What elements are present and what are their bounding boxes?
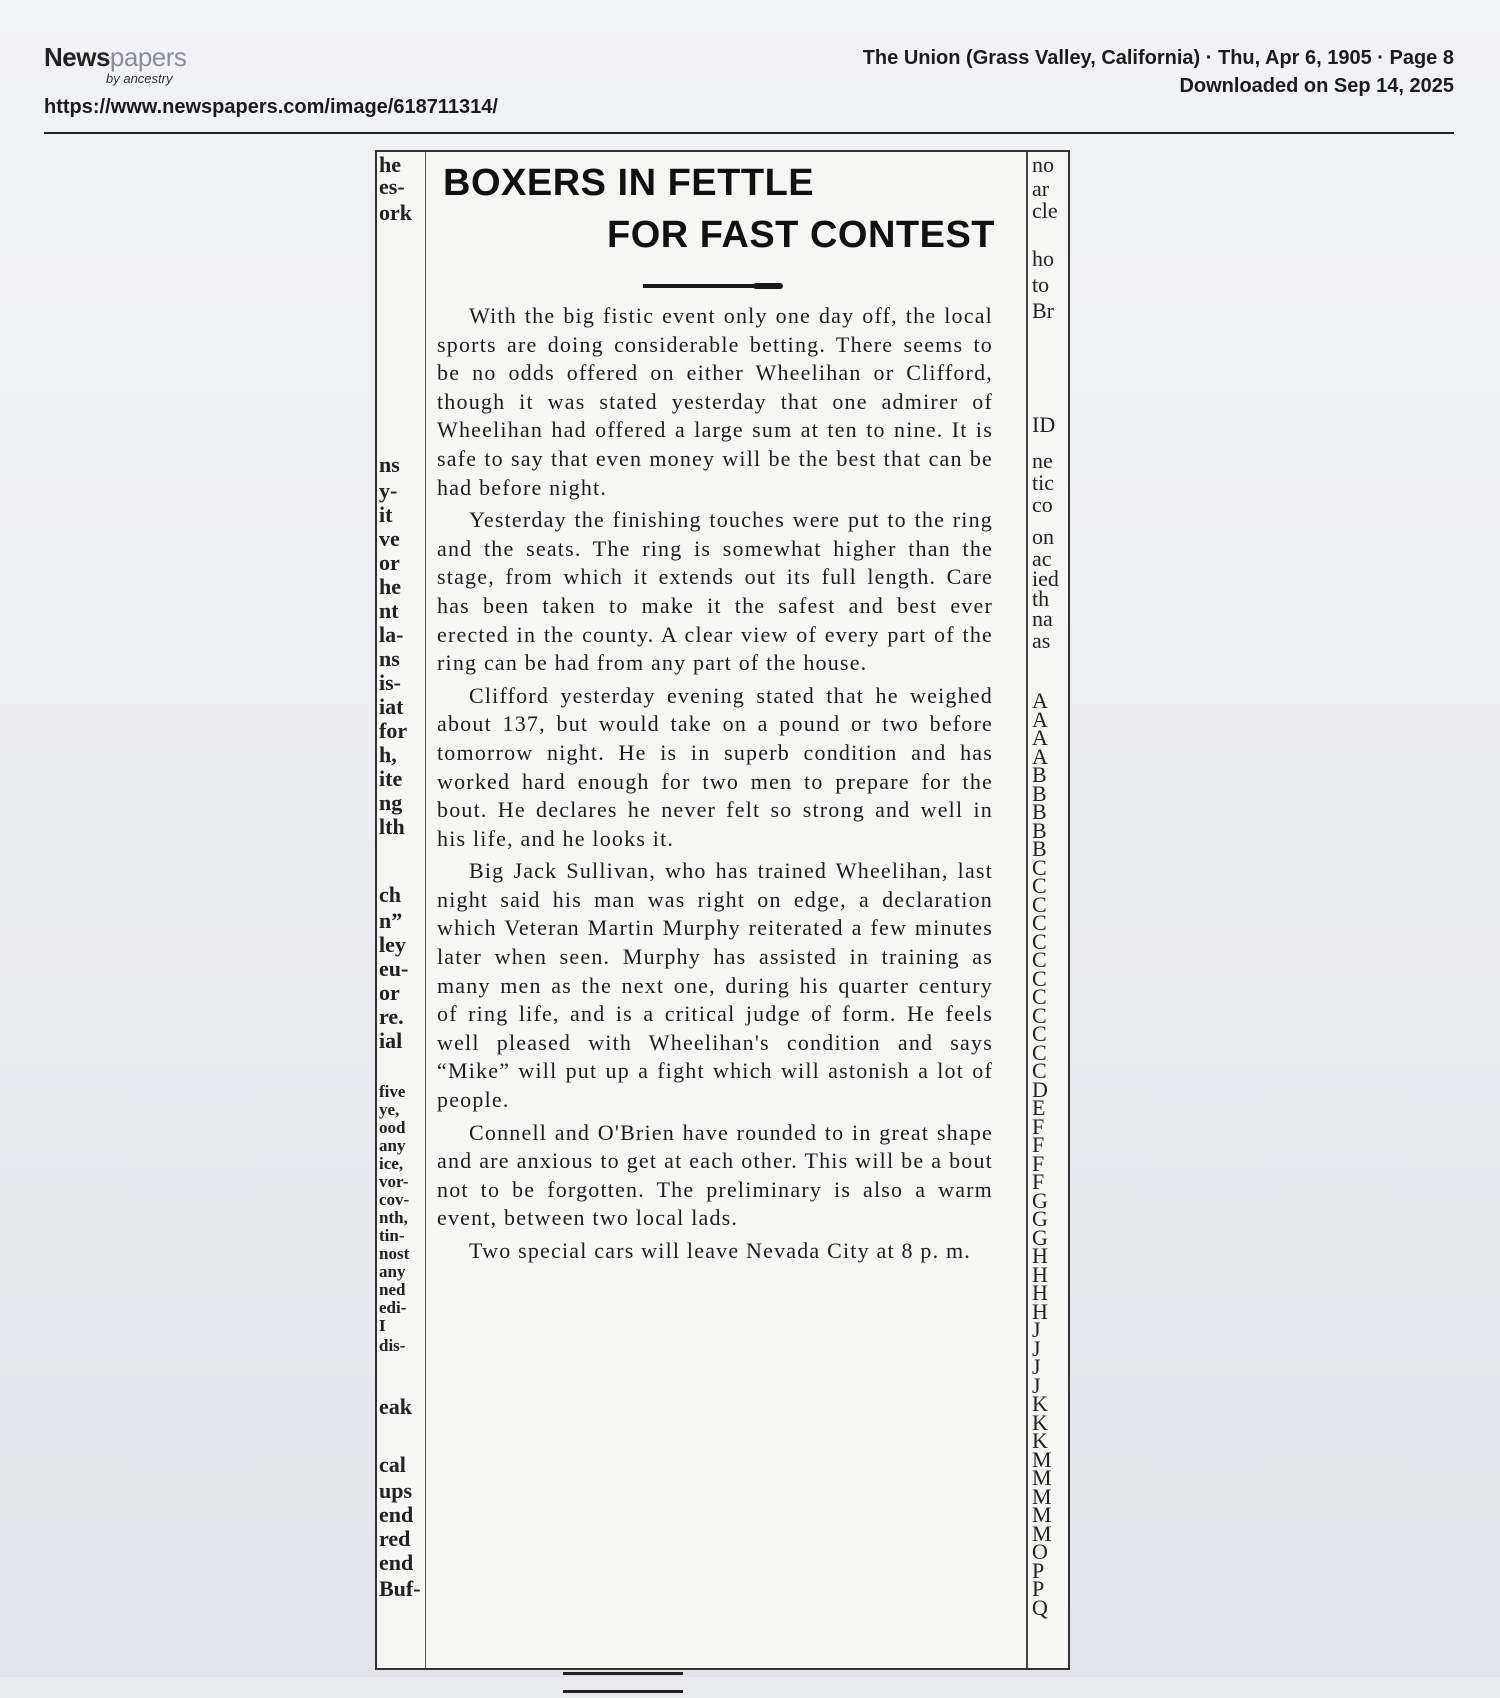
right-index-letter: M [1032, 1483, 1052, 1509]
left-fragment: h, [379, 742, 397, 767]
left-column-fragments [377, 152, 426, 1668]
left-fragment: ch [379, 882, 401, 907]
right-index-letter: C [1032, 1058, 1047, 1083]
right-index-letter: C [1032, 984, 1047, 1009]
right-index-letter: C [1032, 873, 1047, 898]
right-index-letter: B [1032, 780, 1047, 806]
left-fragment: lth [379, 814, 405, 839]
right-index-letter: C [1032, 1039, 1047, 1065]
right-index-letter: A [1032, 743, 1048, 769]
source-line: The Union (Grass Valley, California) · Thu, Apr 6, 1905 · Page 8 [862, 47, 1454, 69]
left-fragment: end [379, 1502, 414, 1527]
right-index-letter: B [1032, 762, 1047, 787]
right-index-letter: J [1032, 1335, 1041, 1361]
right-fragment: ar [1032, 176, 1050, 201]
right-index-letter: P [1032, 1557, 1045, 1583]
header-divider [44, 132, 1454, 134]
page-header [44, 42, 1454, 122]
right-index-letter: D [1032, 1076, 1048, 1102]
left-fragment: ng [379, 790, 403, 815]
right-column-fragments [1026, 152, 1068, 1668]
left-fragment: ns [379, 646, 400, 671]
right-index-letter: C [1032, 928, 1047, 954]
article-paragraph: Clifford yesterday evening stated that he weighed about 137, but would take on a pound or two before tomorrow night. He is in superb condition and has worked hard enough for two men to prepare for the bout. He declares he never felt so strong and well in his life, and he looks it. [437, 682, 993, 851]
right-index-letter: F [1032, 1150, 1045, 1176]
right-index-letter: A [1032, 688, 1048, 713]
left-fragment: edi- [379, 1298, 407, 1317]
left-fragment: ice, [379, 1154, 404, 1173]
right-fragment: th [1032, 586, 1050, 611]
headline-line-1: BOXERS IN FETTLE [443, 162, 815, 204]
right-index-letter: C [1032, 854, 1047, 880]
right-fragment: Br [1032, 298, 1054, 323]
right-index-letter: J [1032, 1372, 1041, 1398]
left-fragment: he [379, 152, 401, 177]
right-fragment: ID [1032, 412, 1056, 437]
left-fragment: is- [379, 670, 401, 695]
left-fragment: tin- [379, 1226, 405, 1245]
right-index-letter: C [1032, 1002, 1047, 1028]
right-fragment: as [1032, 628, 1051, 653]
right-index-letter: E [1032, 1095, 1046, 1120]
left-fragment: ite [379, 766, 403, 791]
right-index-letter: H [1032, 1243, 1048, 1268]
right-index-letter: O [1032, 1539, 1048, 1564]
left-fragment: or [379, 550, 400, 575]
article-paragraph: Connell and O'Brien have rounded to in great shape and are anxious to get at each other. This will be a bout not to be forgotten. The preliminary is also a warm event, between two local lads. [437, 1119, 993, 1231]
article-paragraph: Yesterday the finishing touches were put to the ring and the seats. The ring is somewhat higher than the stage, from which it extends out its full length. Care has been taken to make it the safest and best ever erected in the county. A clear view of every part of the ring can be had from any part of the house. [437, 507, 993, 676]
left-fragment: any [379, 1262, 406, 1281]
right-index-letter: Q [1032, 1594, 1048, 1620]
right-index-letter: C [1032, 1021, 1047, 1046]
article-paragraph: Two special cars will leave Nevada City at 8 p. m. [469, 1238, 971, 1263]
right-index-letter: C [1032, 891, 1047, 917]
right-fragment: na [1032, 606, 1053, 631]
left-fragment: nost [379, 1244, 410, 1263]
right-fragment: tic [1032, 470, 1054, 495]
left-fragment: la- [379, 622, 404, 647]
headline-line-2: FOR FAST CONTEST [607, 214, 995, 256]
image-url[interactable]: https://www.newspapers.com/image/618711314/ [44, 96, 498, 118]
right-index-letter: K [1032, 1391, 1048, 1416]
logo-wordmark-light: papers [109, 42, 187, 72]
logo-byline: by ancestry [106, 71, 173, 86]
left-fragment: cal [379, 1452, 406, 1477]
left-fragment: ned [379, 1280, 406, 1299]
right-index-letter: J [1032, 1317, 1041, 1342]
left-fragment: nth, [379, 1208, 408, 1227]
right-index-letter: M [1032, 1446, 1052, 1472]
left-fragment: n” [379, 908, 403, 933]
right-index-letter: B [1032, 799, 1047, 824]
right-index-letter: A [1032, 706, 1048, 732]
right-index-letter: G [1032, 1187, 1048, 1213]
right-index-letter: C [1032, 910, 1047, 935]
left-fragment: ial [379, 1028, 403, 1053]
right-index-letter: H [1032, 1298, 1048, 1324]
left-fragment: dis- [379, 1336, 406, 1355]
article-paragraph: With the big fistic event only one day off, the local sports are doing considerable betting. There seems to be no odds offered on either Wheelihan or Clifford, though it was stated yesterday that one admirer of Wheelihan had offered a large sum at ten to nine. It is safe to say that even money will be the best that can be had before night. [437, 303, 993, 500]
right-index-letter: K [1032, 1409, 1048, 1435]
left-fragment: it [379, 502, 393, 527]
left-fragment: es- [379, 174, 405, 199]
right-index-letter: H [1032, 1280, 1048, 1305]
left-fragment: or [379, 980, 400, 1005]
right-fragment: ac [1032, 546, 1052, 571]
left-fragment: y- [379, 478, 398, 503]
left-fragment: for [379, 718, 408, 743]
right-index-letter: B [1032, 817, 1047, 843]
left-fragment: cov- [379, 1190, 410, 1209]
left-fragment: any [379, 1136, 406, 1155]
left-fragment: ork [379, 200, 412, 225]
right-index-letters [1032, 688, 1062, 1620]
logo-wordmark-bold: News [44, 42, 110, 72]
left-fragment: Buf- [379, 1576, 421, 1601]
right-index-letter: F [1032, 1113, 1045, 1139]
right-fragment: on [1032, 524, 1054, 549]
article-body [437, 302, 993, 1266]
left-fragment: nt [379, 598, 399, 623]
right-fragment: co [1032, 492, 1053, 517]
left-fragment: eu- [379, 956, 409, 981]
right-index-letter: J [1032, 1354, 1041, 1379]
left-fragment: ye, [379, 1100, 400, 1119]
left-fragment: he [379, 574, 401, 599]
left-fragment: ns [379, 452, 400, 477]
article-paragraph: Big Jack Sullivan, who has trained Wheelihan, last night said his man was right on edge, a declaration which Veteran Martin Murphy reiterated a few minutes later when seen. Murphy has assisted in training as many men as the next one, during his quarter century of ring life, and is a critical judge of form. He feels well pleased with Wheelihan's condition and says “Mike” will put up a fight which will astonish a lot of people. [437, 858, 993, 1113]
right-index-letter: G [1032, 1206, 1048, 1231]
newspapers-logo[interactable] [44, 42, 186, 86]
right-fragment: ho [1032, 246, 1054, 271]
left-fragment: vor- [379, 1172, 409, 1191]
downloaded-line: Downloaded on Sep 14, 2025 [1179, 75, 1454, 97]
right-index-letter: C [1032, 965, 1047, 991]
right-index-letter: M [1032, 1520, 1052, 1546]
right-index-letter: F [1032, 1169, 1045, 1194]
left-fragment: ve [379, 526, 400, 551]
right-index-letter: M [1032, 1465, 1052, 1490]
left-fragment: I [379, 1316, 386, 1335]
left-fragment: re. [379, 1004, 404, 1029]
right-index-letter: C [1032, 947, 1047, 972]
right-index-letter: K [1032, 1428, 1048, 1453]
right-index-letter: A [1032, 725, 1048, 750]
right-fragment: ied [1032, 566, 1059, 591]
left-fragment: iat [379, 694, 404, 719]
source-meta [863, 44, 1454, 100]
right-index-letter: P [1032, 1576, 1045, 1601]
right-index-letter: F [1032, 1132, 1045, 1157]
right-fragment: no [1032, 152, 1054, 177]
right-index-letter: G [1032, 1224, 1048, 1250]
right-index-letter: M [1032, 1502, 1052, 1527]
left-fragment: ood [379, 1118, 406, 1137]
right-index-letter: B [1032, 836, 1047, 861]
left-fragment: ups [379, 1478, 413, 1503]
left-fragment: eak [379, 1394, 412, 1419]
newspaper-clipping [375, 150, 1070, 1670]
right-index-letter: H [1032, 1261, 1048, 1287]
left-fragment: red [379, 1526, 411, 1551]
right-fragment: cle [1032, 198, 1058, 223]
right-fragment: to [1032, 272, 1050, 297]
left-fragment: end [379, 1550, 414, 1575]
left-fragment: ley [379, 932, 406, 957]
article-end-rule [563, 1662, 823, 1665]
headline-dash-rule [643, 284, 773, 288]
left-fragment: five [379, 1082, 406, 1101]
right-fragment: ne [1032, 448, 1053, 473]
